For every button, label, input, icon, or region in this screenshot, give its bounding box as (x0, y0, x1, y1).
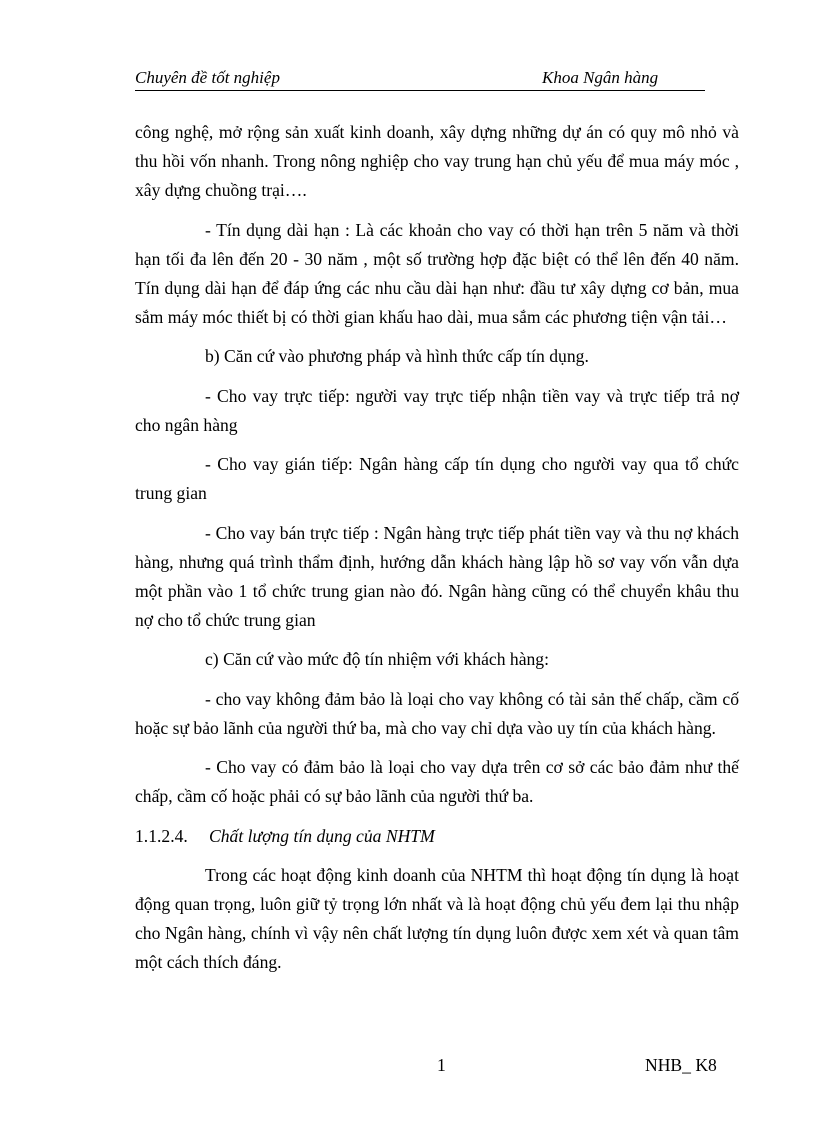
paragraph: - Cho vay bán trực tiếp : Ngân hàng trực tiếp phát tiền vay và thu nợ khách hàng, nhưng quá trình thẩm định, hướng dẫn khách hàng lập hồ sơ vay vốn vẫn dựa một phần vào 1 tổ chức trung gian nào đó. Ngân hàng cũng có thể chuyển khâu thu nợ cho tổ chức trung gian (135, 522, 739, 630)
paragraph: c) Căn cứ vào mức độ tín nhiệm với khách hàng: (205, 649, 549, 669)
section-heading (135, 822, 739, 851)
page-number: 1 (437, 1055, 446, 1075)
paragraph: Trong các hoạt động kinh doanh của NHTM thì hoạt động tín dụng là hoạt động quan trọng, luôn giữ tỷ trọng lớn nhất và là hoạt động chủ yếu đem lại thu nhập cho Ngân hàng, chính vì vậy nên chất lượng tín dụng luôn được xem xét và quan tâm một cách thích đáng. (135, 864, 739, 972)
paragraph: - cho vay không đảm bảo là loại cho vay không có tài sản thế chấp, cầm cố hoặc sự bảo lãnh của người thứ ba, mà cho vay chỉ dựa vào uy tín của khách hàng. (135, 688, 739, 738)
section-title: Chất lượng tín dụng của NHTM (209, 825, 435, 846)
section-number: 1.1.2.4. (135, 825, 188, 846)
paragraph: - Cho vay gián tiếp: Ngân hàng cấp tín dụng cho người vay qua tổ chức trung gian (135, 454, 739, 503)
document-body (135, 118, 739, 987)
paragraph: - Cho vay trực tiếp: người vay trực tiếp nhận tiền vay và trực tiếp trả nợ cho ngân hàng (135, 385, 739, 435)
header-faculty: Khoa Ngân hàng (542, 68, 659, 87)
paragraph: công nghệ, mở rộng sản xuất kinh doanh, xây dựng những dự án có quy mô nhỏ và thu hồi vốn nhanh. Trong nông nghiệp cho vay trung hạn chủ yếu để mua máy móc , xây dựng chuồng trại…. (135, 122, 739, 200)
paragraph: b) Căn cứ vào phương pháp và hình thức cấp tín dụng. (205, 346, 589, 366)
paragraph: - Cho vay có đảm bảo là loại cho vay dựa trên cơ sở các bảo đảm như thế chấp, cầm cố hoặc phải có sự bảo lãnh của người thứ ba. (135, 757, 739, 806)
header-document-type: Chuyên đề tốt nghiệp (135, 68, 280, 87)
footer-class-code: NHB_ K8 (645, 1055, 717, 1075)
paragraph: - Tín dụng dài hạn : Là các khoản cho vay có thời hạn trên 5 năm và thời hạn tối đa lên đến 20 - 30 năm , một số trường hợp đặc biệt có thể lên đến 40 năm. Tín dụng dài hạn để đáp ứng các nhu cầu dài hạn như: đầu tư xây dựng cơ bản, mua sắm máy móc thiết bị có thời gian khấu hao dài, mua sắm các phương tiện vận tải… (135, 219, 739, 327)
page-header (135, 66, 705, 91)
